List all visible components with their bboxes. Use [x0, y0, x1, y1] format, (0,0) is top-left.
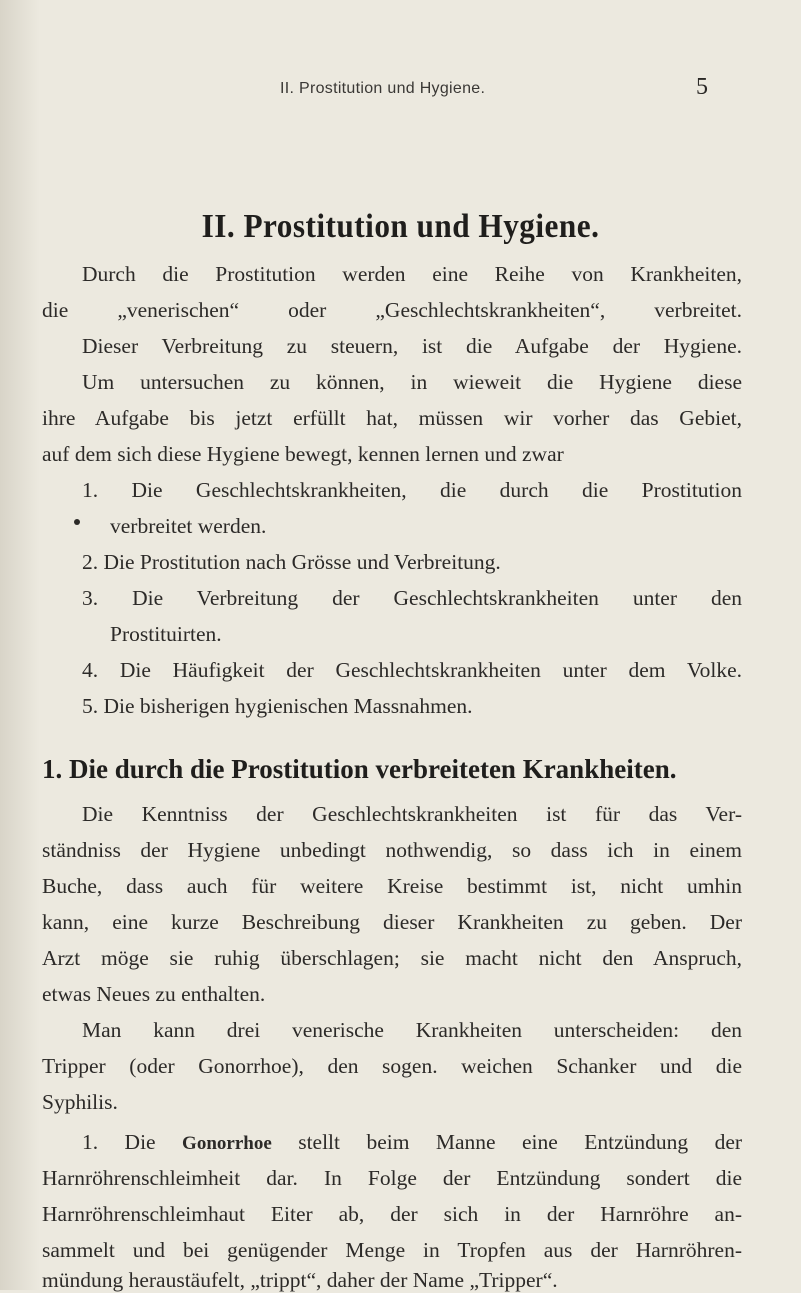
intro-line: auf dem sich diese Hygiene bewegt, kennen lernen und zwar	[42, 442, 564, 466]
body-line-gonorrhoe	[82, 1130, 742, 1155]
body-line: sammelt und bei genügender Menge in Tropfen aus der Harnröhren-	[42, 1238, 742, 1262]
running-head	[0, 74, 801, 102]
section-heading: 1. Die durch die Prostitution verbreiteten Krankheiten.	[42, 754, 677, 784]
outline-item: 2. Die Prostitution nach Grösse und Verbreitung.	[82, 550, 501, 574]
item-number: 1. Die	[82, 1130, 156, 1154]
body-line: Harnröhrenschleimheit dar. In Folge der Entzündung sondert die	[42, 1166, 742, 1190]
body-line: Syphilis.	[42, 1090, 118, 1114]
intro-line: Um untersuchen zu können, in wieweit die Hygiene diese	[82, 370, 742, 394]
term-gonorrhoe: Gonorrhoe	[182, 1133, 272, 1154]
outline-item: 1. Die Geschlechtskrankheiten, die durch die Prostitution	[82, 478, 742, 502]
chapter-title: II. Prostitution und Hygiene.	[201, 208, 600, 245]
body-text: stellt beim Manne eine Entzündung der	[298, 1130, 743, 1154]
outline-item: 4. Die Häufigkeit der Geschlechtskrankheiten unter dem Volke.	[82, 658, 742, 682]
page-edge-shadow	[0, 0, 40, 1290]
stray-dot	[74, 519, 80, 525]
body-line: etwas Neues zu enthalten.	[42, 982, 266, 1006]
outline-item: 5. Die bisherigen hygienischen Massnahmen.	[82, 694, 473, 718]
outline-item: 3. Die Verbreitung der Geschlechtskrankheiten unter den	[82, 586, 742, 610]
body-line: Tripper (oder Gonorrhoe), den sogen. weichen Schanker und die	[42, 1054, 742, 1078]
body-line: Man kann drei venerische Krankheiten unterscheiden: den	[82, 1018, 742, 1042]
intro-line: ihre Aufgabe bis jetzt erfüllt hat, müssen wir vorher das Gebiet,	[42, 406, 742, 430]
page-number: 5	[696, 74, 708, 100]
body-line: ständniss der Hygiene unbedingt nothwendig, so dass ich in einem	[42, 838, 742, 862]
body-line: kann, eine kurze Beschreibung dieser Krankheiten zu geben. Der	[42, 910, 742, 934]
intro-line: Durch die Prostitution werden eine Reihe von Krankheiten,	[82, 262, 742, 286]
intro-line: die „venerischen“ oder „Geschlechtskrankheiten“, verbreitet.	[42, 298, 742, 322]
body-line: Harnröhrenschleimhaut Eiter ab, der sich in der Harnröhre an-	[42, 1202, 742, 1226]
body-line: Arzt möge sie ruhig überschlagen; sie macht nicht den Anspruch,	[42, 946, 742, 970]
body-line: mündung heraustäufelt, „trippt“, daher der Name „Tripper“.	[42, 1268, 558, 1292]
outline-item: Prostituirten.	[110, 622, 222, 646]
outline-item: verbreitet werden.	[110, 514, 267, 538]
body-line: Die Kenntniss der Geschlechtskrankheiten ist für das Ver-	[82, 802, 742, 826]
body-line: Buche, dass auch für weitere Kreise bestimmt ist, nicht umhin	[42, 874, 742, 898]
intro-line: Dieser Verbreitung zu steuern, ist die Aufgabe der Hygiene.	[82, 334, 742, 358]
running-head-title: II. Prostitution und Hygiene.	[280, 80, 486, 97]
